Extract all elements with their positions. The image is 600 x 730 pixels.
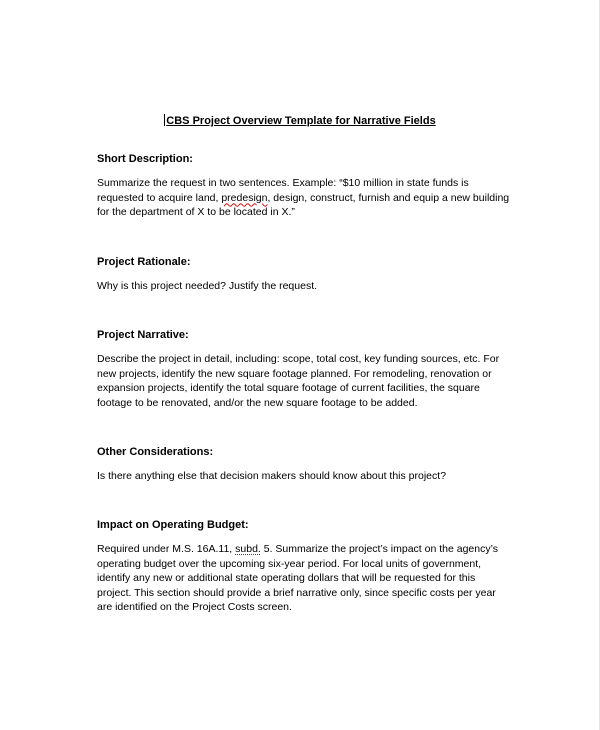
spelling-flag-predesign: predesign (221, 191, 268, 204)
section-impact-operating-budget (97, 518, 512, 615)
project-narrative-text: Describe the project in detail, including: scope, total cost, key funding sources, etc. For new projects, identify the new square footage planned. For remodeling, renovation or expansion projects, identify the total square footage of current facilities, the square footage to be renovated, and/or the new square footage to be added. (97, 353, 500, 409)
document-title-text: CBS Project Overview Template for Narrative Fields (166, 115, 436, 127)
short-description-heading: Short Description: (97, 153, 193, 165)
other-considerations-heading: Other Considerations: (97, 446, 214, 458)
impact-operating-budget-heading: Impact on Operating Budget: (97, 519, 249, 531)
other-considerations-text: Is there anything else that decision makers should know about this project? (97, 470, 447, 482)
impact-text-a: Required under M.S. 16A.11, (97, 543, 236, 555)
short-description-text-a: Summarize the request in two sentences. Example: “$10 million in state funds is requested to acquire land, (97, 177, 469, 204)
impact-operating-budget-text (97, 542, 512, 615)
short-description-text-c: , design, construct, furnish and equip a new building for the department of X to be located in X.” (97, 191, 510, 218)
section-project-rationale (97, 255, 512, 294)
short-description-text (97, 176, 512, 220)
section-short-description (97, 152, 512, 220)
project-narrative-heading: Project Narrative: (97, 329, 189, 341)
project-rationale-heading: Project Rationale: (97, 256, 191, 268)
section-project-narrative (97, 328, 512, 410)
grammar-flag-subd: subd. (235, 543, 261, 555)
section-other-considerations (97, 445, 512, 484)
impact-text-c: 5. Summarize the project’s impact on the agency’s operating budget over the upcoming six-year period. For local units of government, identify any new or additional state operating dollars that will be requested for this project. This section should provide a brief narrative only, since specific costs per year are identified on the Project Costs screen. (97, 543, 498, 613)
project-rationale-text: Why is this project needed? Justify the request. (97, 280, 318, 292)
document-title (0, 114, 600, 127)
